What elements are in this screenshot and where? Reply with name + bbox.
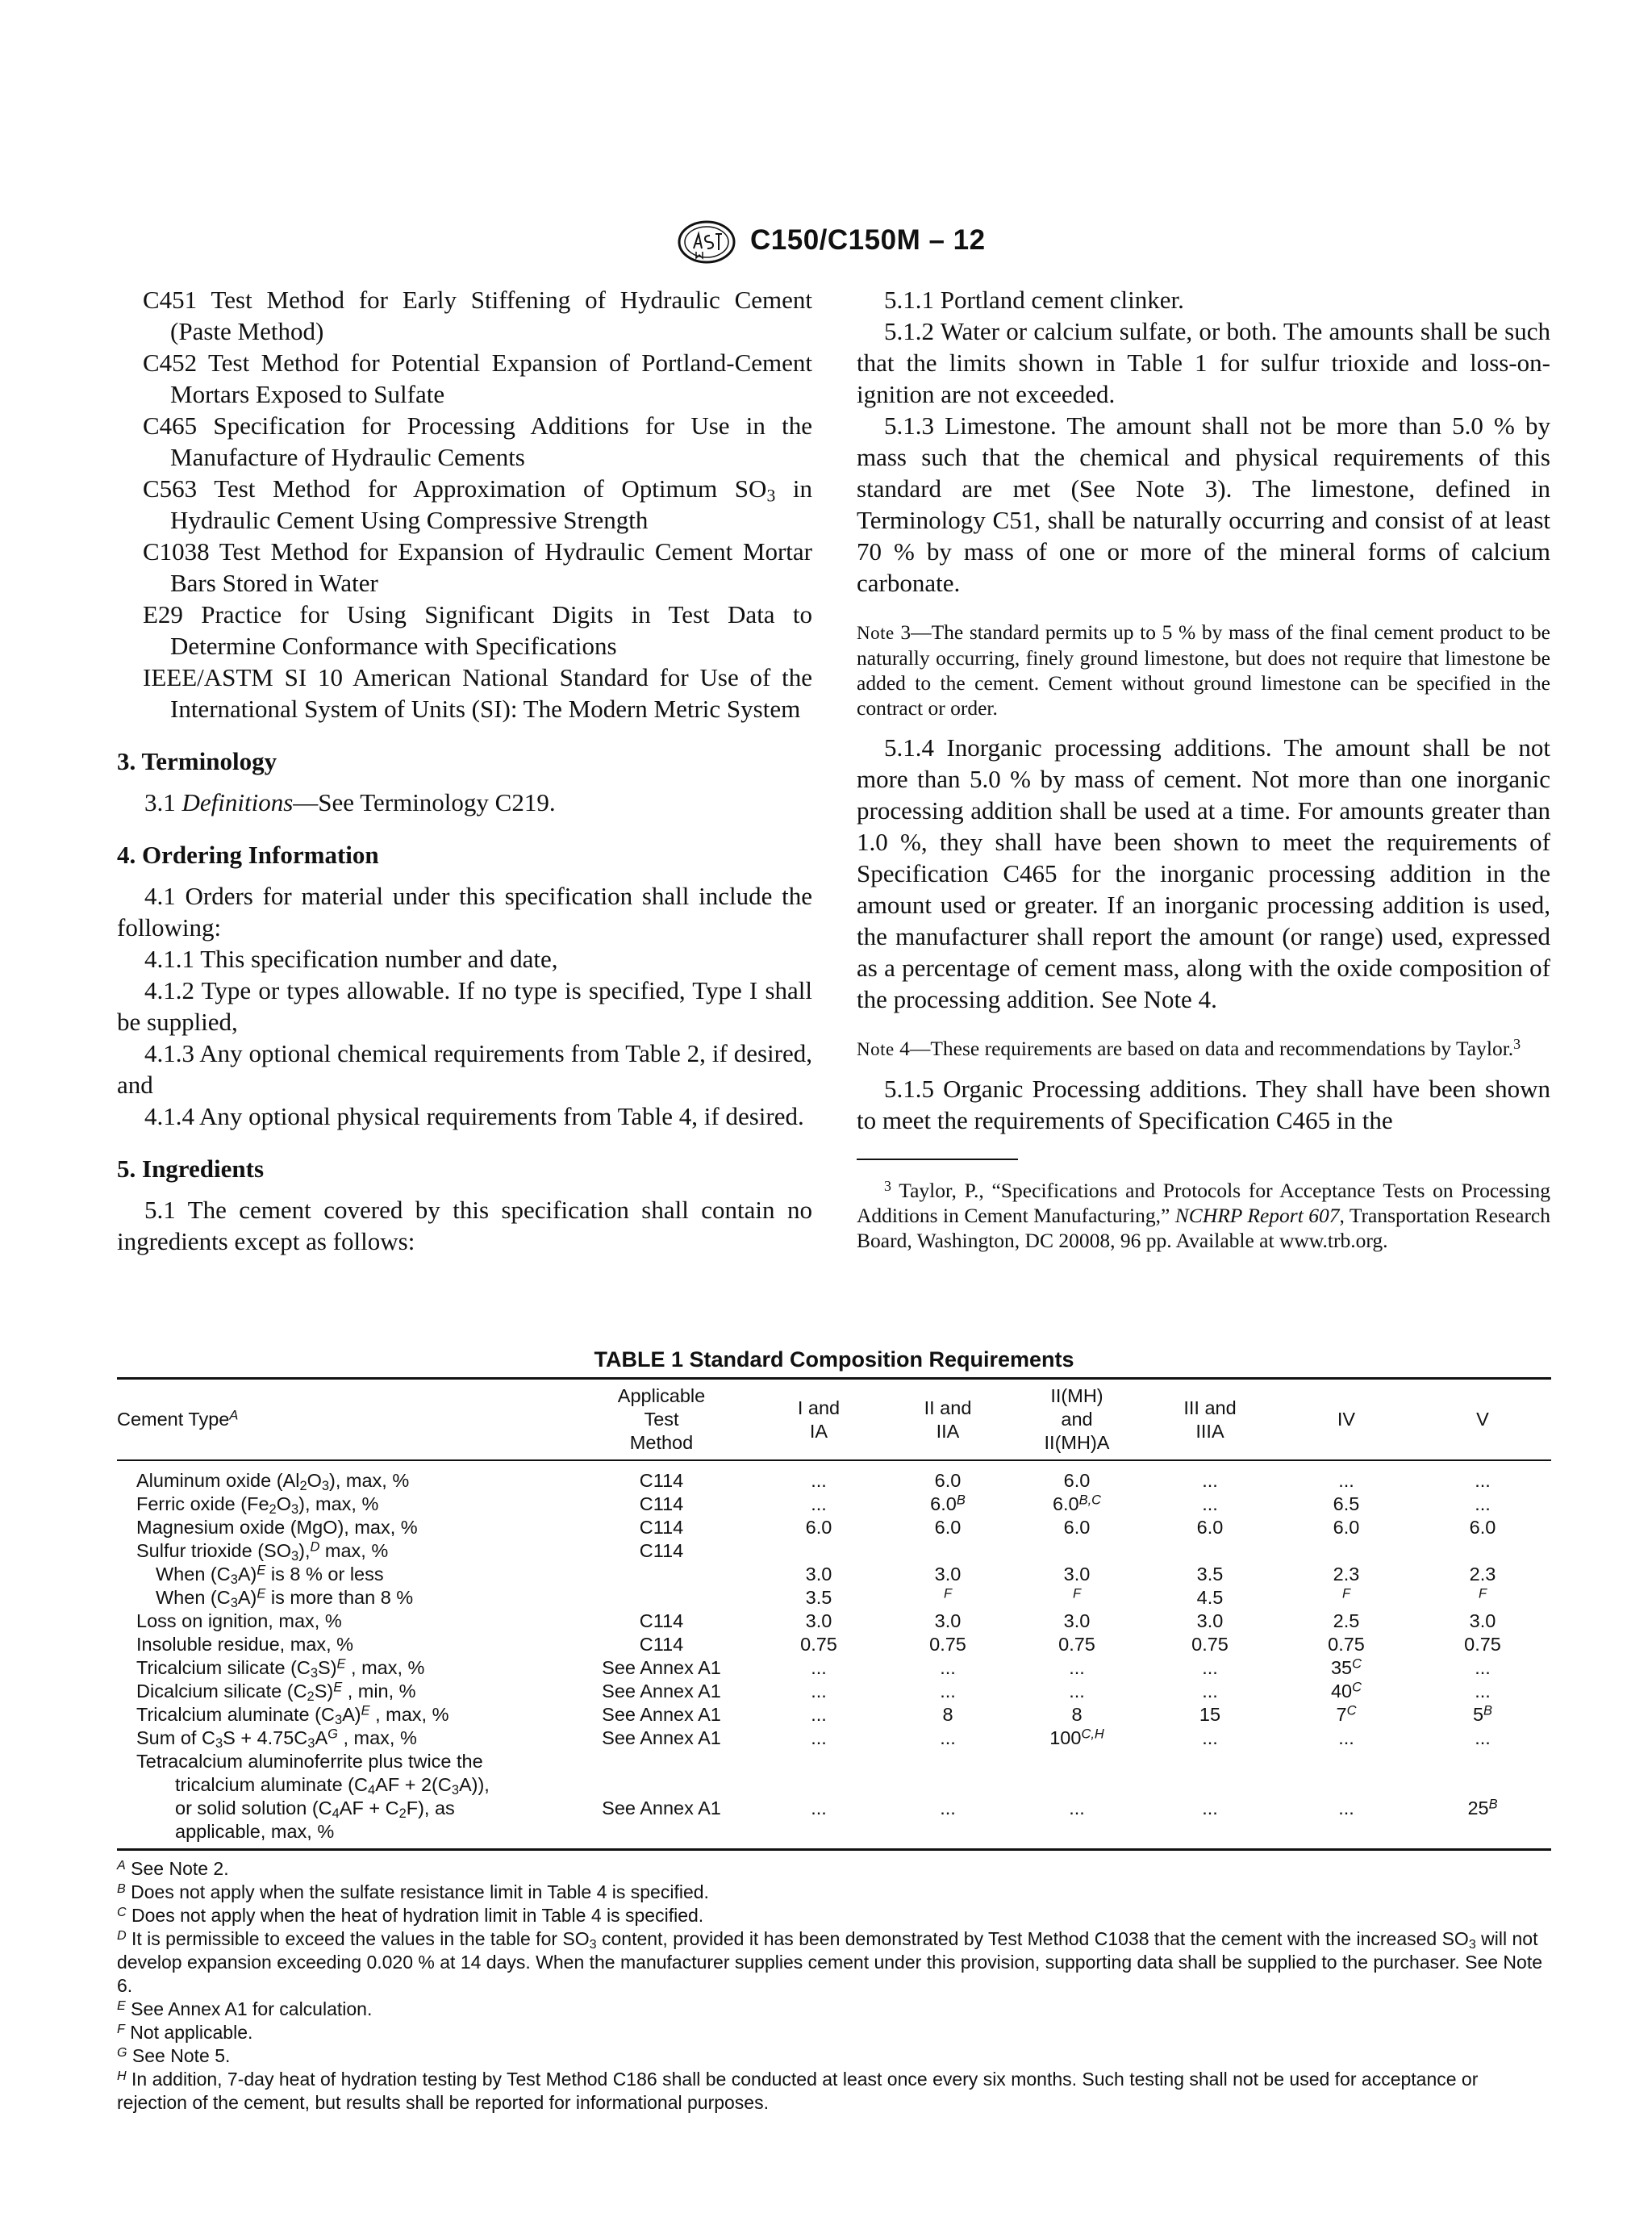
cell: ... <box>811 1727 827 1748</box>
cell: 0.75 <box>1191 1634 1229 1655</box>
paragraph-4-1-1: 4.1.1 This specification number and date, <box>144 945 558 973</box>
cell: ... <box>1475 1727 1491 1748</box>
ref-c1038: C1038 Test Method for Expansion of Hydraulic Cement Mortar Bars Stored in Water <box>143 537 812 597</box>
table-header-row <box>117 1379 1551 1461</box>
cell: ... <box>940 1681 956 1702</box>
cell: ... <box>1202 1493 1218 1514</box>
row-label: applicable, max, % <box>175 1821 335 1842</box>
table-footnote-a: $^A$ See Note 2. <box>117 1857 229 1879</box>
footnote-3: $^3$ Taylor, P., “Specifications and Protocols for Acceptance Tests on Processing Additions in Cement Manufacturing,” NCHRP Report 607, Transportation Research Board, Washington, DC 20008, 96 pp. Available at www.trb.org. <box>857 1177 1551 1252</box>
paragraph-5-1-5: 5.1.5 Organic Processing additions. They shall have been shown to meet the requirements of Specification C465 in the <box>857 1075 1550 1134</box>
cell: 2.3 <box>1333 1564 1360 1585</box>
cell: ... <box>940 1798 956 1818</box>
ref-c451: C451 Test Method for Early Stiffening of Hydraulic Cement (Paste Method) <box>143 286 812 345</box>
cell: ... <box>1475 1657 1491 1678</box>
table-row <box>117 1586 1551 1610</box>
row-method: See Annex A1 <box>602 1727 721 1748</box>
header-type-iv: IV <box>1337 1409 1356 1430</box>
ref-e29: E29 Practice for Using Significant Digits in Test Data to Determine Conformance with Specifications <box>143 600 812 660</box>
paragraph-5-1-4: 5.1.4 Inorganic processing additions. The amount shall be not more than 5.0 % by mass of cement. Not more than one inorganic processing addition shall be used at a time. For amounts greater than 1.0 %, they shall have been shown to meet the requirements of Specification C465 for the inorganic processing addition in the amount used or greater. If an inorganic processing addition is used, the manufacturer shall report the amount (or range) used, expressed as a percentage of cement mass, along with the oxide composition of the processing addition. See Note 4. <box>857 733 1550 1013</box>
section-5-heading: 5. Ingredients <box>117 1155 265 1183</box>
ref-ieee-astm-si10: IEEE/ASTM SI 10 American National Standard for Use of the International System of Units (SI): The Modern Metric System <box>143 663 812 723</box>
cell: $6.0^{B,C}$ <box>1052 1493 1102 1514</box>
row-label: Magnesium oxide (MgO), max, % <box>136 1517 418 1538</box>
cell: ... <box>940 1657 956 1678</box>
table-footnote-c: $^C$ Does not apply when the heat of hydration limit in Table 4 is specified. <box>117 1904 704 1926</box>
cell: $6.0^B$ <box>930 1493 966 1514</box>
row-label: Dicalcium silicate $(C_2S)^E$ , min, % <box>136 1680 416 1705</box>
page-header <box>0 219 1652 268</box>
cell: 6.0 <box>1196 1517 1224 1538</box>
row-label: Tricalcium aluminate $(C_3A)^E$ , max, % <box>136 1703 449 1728</box>
cell: 2.5 <box>1333 1610 1360 1631</box>
cell: 3.0 <box>1063 1610 1091 1631</box>
cell: 0.75 <box>929 1634 966 1655</box>
cell: 8 <box>1071 1704 1083 1725</box>
cell: ... <box>1475 1681 1491 1702</box>
cell: ... <box>811 1493 827 1514</box>
cell: F <box>1072 1586 1082 1601</box>
row-method: See Annex A1 <box>602 1657 721 1678</box>
cell: 6.0 <box>1469 1517 1496 1538</box>
paragraph-5-1-1: 5.1.1 Portland cement clinker. <box>884 286 1184 314</box>
cell: ... <box>1069 1681 1085 1702</box>
document-id: C150/C150M – 12 <box>750 224 986 256</box>
cell: ... <box>1202 1681 1218 1702</box>
paragraph-5-1-3: 5.1.3 Limestone. The amount shall not be more than 5.0 % by mass such that the chemical and physical requirements of this standard are met (See Note 3). The limestone, defined in Terminology C51, shall be naturally occurring and consist of at least 70 % by mass of one or more of the mineral forms of calcium carbonate. <box>857 411 1550 597</box>
cell: ... <box>940 1727 956 1748</box>
note-4: Note 4—These requirements are based on data and recommendations by Taylor.$^3$ <box>857 1035 1521 1060</box>
row-method: C114 <box>639 1610 684 1631</box>
row-method: C114 <box>639 1470 684 1491</box>
cell: ... <box>1069 1657 1085 1678</box>
table-footnote-g: $^G$ See Note 5. <box>117 2044 231 2066</box>
cell: 6.0 <box>934 1517 962 1538</box>
cell: ... <box>1338 1470 1354 1491</box>
table-row <box>117 1703 1551 1727</box>
cell: ... <box>811 1681 827 1702</box>
left-column <box>117 284 812 1257</box>
table-footnote-f: $^F$ Not applicable. <box>117 2021 253 2043</box>
note-3: Note 3—The standard permits up to 5 % by mass of the final cement product to be naturally occurring, finely ground limestone, but does not require that limestone be added to the cement. Cement without ground limestone can be specified in the contract or order. <box>857 620 1550 720</box>
cell: ... <box>1202 1798 1218 1818</box>
table-footnote-d: $^D$ It is permissible to exceed the values in the table for $SO_3$ content, provided it has been demonstrated by Test Method C1038 that the cement with the increased $SO_3$ will not develop expansion exceeding 0.020 % at 14 days. When the manufacturer supplies cement under this provision, supporting data shall be supplied to the purchaser. See Note 6. <box>117 1927 1543 1996</box>
cell: 4.5 <box>1196 1587 1224 1608</box>
referenced-documents-list <box>117 284 812 724</box>
header-type-ii: II and IIA <box>924 1397 972 1442</box>
cell: F <box>1478 1586 1487 1601</box>
table-row <box>117 1820 1551 1850</box>
paragraph-4-1-2: 4.1.2 Type or types allowable. If no type is specified, Type I shall be supplied, <box>117 976 812 1036</box>
table-row <box>117 1797 1551 1820</box>
paragraph-4-1: 4.1 Orders for material under this specification shall include the following: <box>117 882 812 942</box>
composition-requirements-table <box>117 1377 1551 1851</box>
row-label: Sum of $C_3S + 4.75C_3A^G$ , max, % <box>136 1727 417 1752</box>
table-footnote-h: $^H$ In addition, 7-day heat of hydration testing by Test Method C186 shall be conducted at least once every six months. Such testing shall not be used for acceptance or rejection of the cement, but results shall be reported for informational purposes. <box>117 2068 1479 2113</box>
row-label: or solid solution $(C_4AF + C_2F)$, as <box>175 1798 455 1822</box>
astm-logo-icon <box>676 219 737 265</box>
cell: ... <box>811 1798 827 1818</box>
row-method: C114 <box>639 1517 684 1538</box>
right-column <box>857 284 1550 1253</box>
paragraph-4-1-4: 4.1.4 Any optional physical requirements from Table 4, if desired. <box>144 1102 804 1130</box>
table-title: TABLE 1 Standard Composition Requirements <box>594 1347 1074 1372</box>
table-footnote-b: $^B$ Does not apply when the sulfate resistance limit in Table 4 is specified. <box>117 1881 709 1902</box>
cell: 8 <box>942 1704 953 1725</box>
cell: $40^C$ <box>1330 1680 1362 1702</box>
table-footnote-e: $^E$ See Annex A1 for calculation. <box>117 1998 373 2019</box>
cell: 6.0 <box>934 1470 962 1491</box>
cell: 6.0 <box>1063 1470 1091 1491</box>
cell: 0.75 <box>1328 1634 1365 1655</box>
table-row <box>117 1656 1551 1680</box>
cell: F <box>943 1586 953 1601</box>
cell: 6.5 <box>1333 1493 1360 1514</box>
cell: 6.0 <box>1333 1517 1360 1538</box>
cell: 15 <box>1199 1704 1221 1725</box>
row-method: C114 <box>639 1493 684 1514</box>
table-row <box>117 1493 1551 1516</box>
table-row <box>117 1610 1551 1633</box>
cell: $100^{C,H}$ <box>1049 1727 1104 1748</box>
section-3-heading: 3. Terminology <box>117 747 277 775</box>
paragraph-3-1: 3.1 Definitions—See Terminology C219. <box>144 788 556 816</box>
table-row <box>117 1750 1551 1773</box>
cell: 0.75 <box>800 1634 837 1655</box>
ref-c465: C465 Specification for Processing Additions for Use in the Manufacture of Hydraulic Cements <box>143 411 812 471</box>
paragraph-4-1-3: 4.1.3 Any optional chemical requirements from Table 2, if desired, and <box>117 1039 812 1099</box>
cell: ... <box>1202 1727 1218 1748</box>
cell: 3.0 <box>805 1564 832 1585</box>
row-method: See Annex A1 <box>602 1798 721 1818</box>
table-row <box>117 1563 1551 1586</box>
cell: 6.0 <box>1063 1517 1091 1538</box>
cell: 3.0 <box>934 1564 962 1585</box>
row-label: Insoluble residue, max, % <box>136 1634 354 1655</box>
cell: $25^B$ <box>1467 1797 1498 1818</box>
table-1 <box>117 1347 1551 2115</box>
header-test-method: Applicable Test Method <box>617 1385 706 1453</box>
cell: 0.75 <box>1464 1634 1501 1655</box>
cell: ... <box>1338 1727 1354 1748</box>
ref-c563: C563 Test Method for Approximation of Optimum $SO_3$ in Hydraulic Cement Using Compressive Strength <box>143 474 812 534</box>
row-label: When $(C_3A)^E$ is 8 % or less <box>156 1563 384 1588</box>
ref-c452: C452 Test Method for Potential Expansion of Portland-Cement Mortars Exposed to Sulfate <box>143 349 812 408</box>
cell: $7^C$ <box>1336 1703 1357 1725</box>
row-label: Sulfur trioxide $(SO_3),^D$ max, % <box>136 1539 389 1564</box>
row-label: Ferric oxide $(Fe_2O_3)$, max, % <box>136 1493 379 1518</box>
row-label: Tricalcium silicate $(C_3S)^E$ , max, % <box>136 1656 425 1681</box>
cell: ... <box>1338 1798 1354 1818</box>
header-type-v: V <box>1476 1409 1489 1430</box>
row-label: Loss on ignition, max, % <box>136 1610 342 1631</box>
cell: ... <box>1475 1470 1491 1491</box>
cell: ... <box>1475 1493 1491 1514</box>
header-type-iimh: II(MH) and II(MH)A <box>1044 1385 1110 1453</box>
row-method: C114 <box>639 1634 684 1655</box>
cell: 2.3 <box>1469 1564 1496 1585</box>
paragraph-5-1: 5.1 The cement covered by this specification shall contain no ingredients except as follows: <box>117 1196 812 1255</box>
table-row <box>117 1539 1551 1563</box>
table-row <box>117 1773 1551 1797</box>
cell: 3.5 <box>1196 1564 1224 1585</box>
row-method: C114 <box>639 1540 684 1561</box>
row-label: tricalcium aluminate $(C_4AF + 2(C_3A))$, <box>175 1774 490 1798</box>
cell: ... <box>1069 1798 1085 1818</box>
cell: $5^B$ <box>1472 1703 1493 1725</box>
section-4-heading: 4. Ordering Information <box>117 841 379 869</box>
table-footnotes <box>117 1857 1551 2115</box>
row-method: See Annex A1 <box>602 1681 721 1702</box>
cell: 3.0 <box>1469 1610 1496 1631</box>
cell: ... <box>811 1470 827 1491</box>
header-type-iii: III and IIIA <box>1183 1397 1237 1442</box>
cell: 0.75 <box>1058 1634 1095 1655</box>
cell: ... <box>1202 1657 1218 1678</box>
row-label: When $(C_3A)^E$ is more than 8 % <box>156 1586 414 1611</box>
paragraph-5-1-2: 5.1.2 Water or calcium sulfate, or both. The amounts shall be such that the limits shown in Table 1 for sulfur trioxide and loss-on-ignition are not exceeded. <box>857 317 1550 408</box>
cell: F <box>1341 1586 1351 1601</box>
table-row <box>117 1633 1551 1656</box>
cell: ... <box>811 1657 827 1678</box>
cell: ... <box>1202 1470 1218 1491</box>
header-cement-type: Cement Type$^A$ <box>117 1408 239 1430</box>
cell: 3.5 <box>805 1587 832 1608</box>
cell: 6.0 <box>805 1517 832 1538</box>
cell: 3.0 <box>1063 1564 1091 1585</box>
row-method: See Annex A1 <box>602 1704 721 1725</box>
row-label: Tetracalcium aluminoferrite plus twice the <box>136 1751 483 1772</box>
row-label: Aluminum oxide $(Al_2O_3)$, max, % <box>136 1470 410 1494</box>
cell: 3.0 <box>1196 1610 1224 1631</box>
footnote-divider <box>857 1159 1018 1160</box>
cell: $35^C$ <box>1330 1656 1362 1678</box>
cell: 3.0 <box>805 1610 832 1631</box>
table-row <box>117 1516 1551 1539</box>
table-row <box>117 1680 1551 1703</box>
cell: ... <box>811 1704 827 1725</box>
table-row <box>117 1727 1551 1750</box>
cell: 3.0 <box>934 1610 962 1631</box>
table-row <box>117 1460 1551 1493</box>
header-type-i: I and IA <box>797 1397 841 1442</box>
